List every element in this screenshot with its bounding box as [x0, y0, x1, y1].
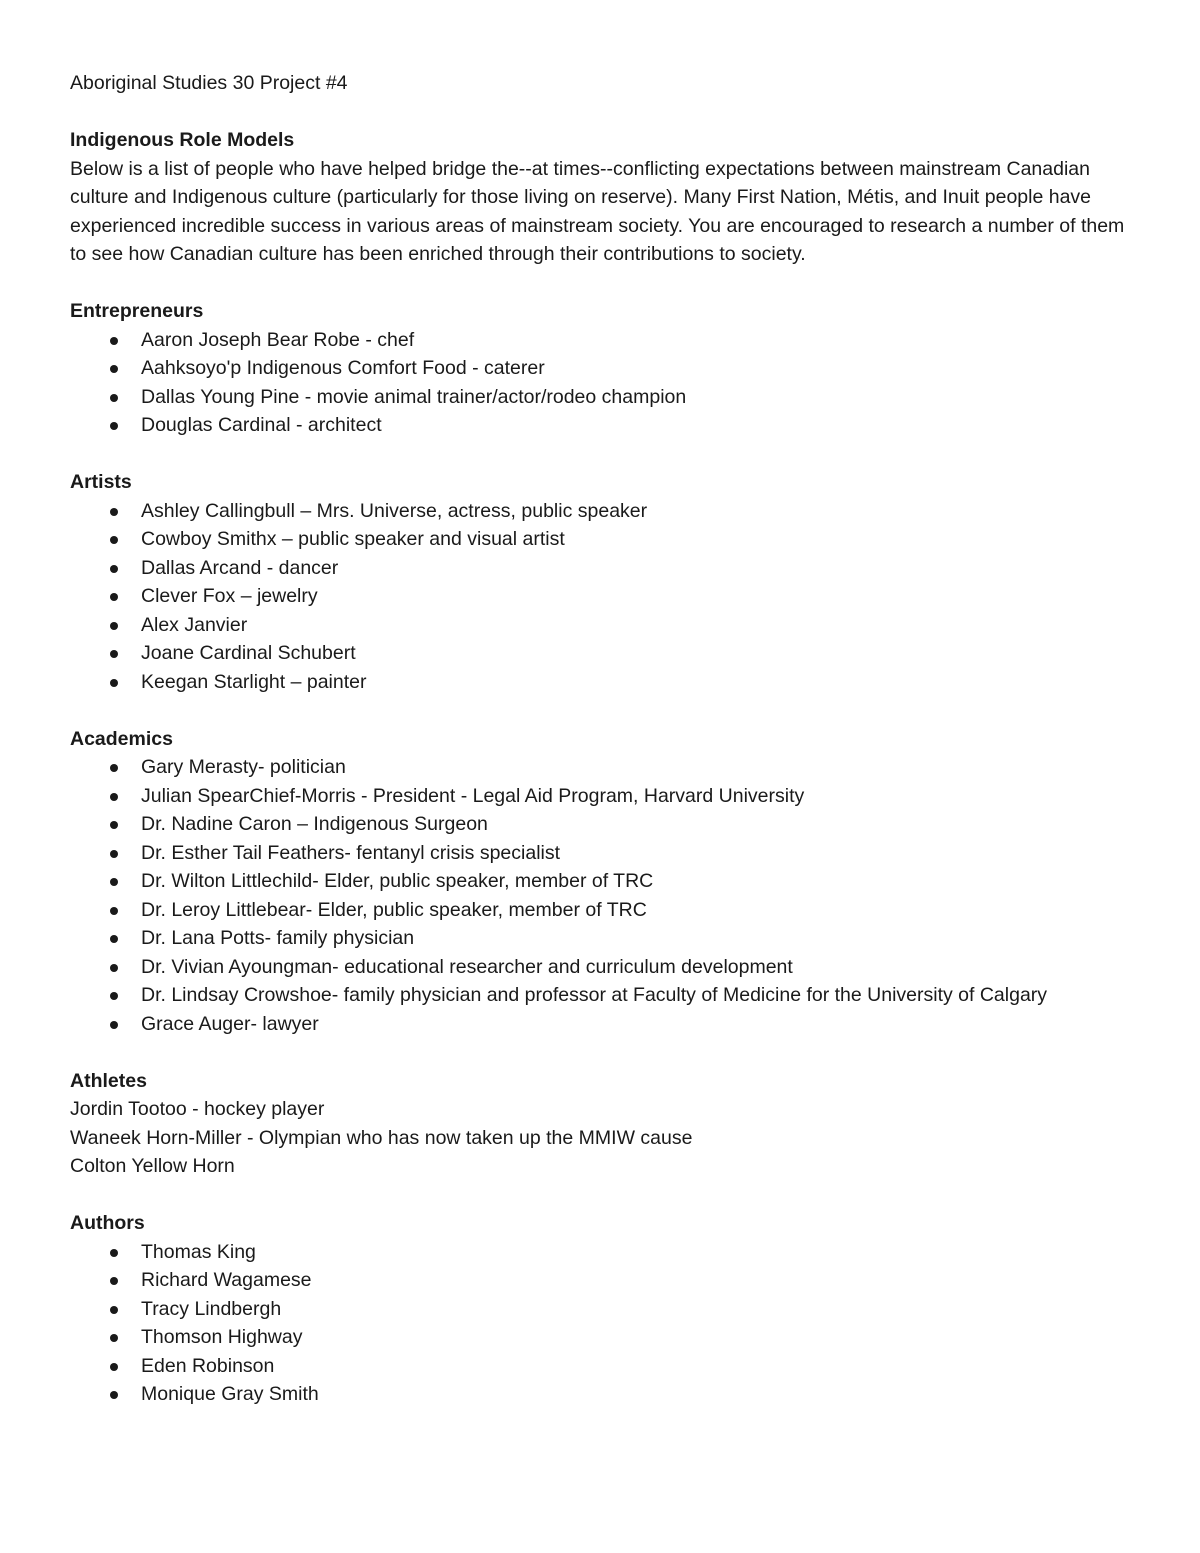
- list-item: Dr. Vivian Ayoungman- educational researcher and curriculum development: [70, 953, 1140, 982]
- athlete-line: Jordin Tootoo - hockey player: [70, 1098, 325, 1120]
- list-item: Aahksoyo'p Indigenous Comfort Food - caterer: [70, 354, 1140, 383]
- section-artists: [70, 468, 1140, 696]
- bullet-icon: [110, 878, 118, 886]
- bullet-list: [70, 326, 1140, 440]
- list-item: Grace Auger- lawyer: [70, 1010, 1140, 1039]
- section-athletes: [70, 1067, 1140, 1181]
- spacer: [70, 440, 1140, 469]
- list-item: Dr. Lindsay Crowshoe- family physician and professor at Faculty of Medicine for the University of Calgary: [70, 981, 1140, 1010]
- section-heading: Authors: [70, 1212, 145, 1234]
- list-item: Cowboy Smithx – public speaker and visual artist: [70, 525, 1140, 554]
- section-heading: Academics: [70, 727, 173, 750]
- list-item: Thomson Highway: [70, 1323, 1140, 1352]
- list-item: Thomas King: [70, 1238, 1140, 1267]
- bullet-icon: [110, 536, 118, 544]
- bullet-icon: [110, 394, 118, 402]
- list-item: Ashley Callingbull – Mrs. Universe, actress, public speaker: [70, 497, 1140, 526]
- bullet-icon: [110, 508, 118, 516]
- list-item: Dr. Nadine Caron – Indigenous Surgeon: [70, 810, 1140, 839]
- bullet-icon: [110, 793, 118, 801]
- bullet-icon: [110, 679, 118, 687]
- list-item: Clever Fox – jewelry: [70, 582, 1140, 611]
- list-item: Monique Gray Smith: [70, 1380, 1140, 1409]
- bullet-icon: [110, 907, 118, 915]
- section-authors: [70, 1209, 1140, 1409]
- bullet-icon: [110, 422, 118, 430]
- bullet-icon: [110, 764, 118, 772]
- bullet-icon: [110, 821, 118, 829]
- bullet-icon: [110, 964, 118, 972]
- bullet-icon: [110, 935, 118, 943]
- spacer: [70, 98, 1140, 127]
- athlete-line: Colton Yellow Horn: [70, 1155, 235, 1177]
- list-item: Dallas Arcand - dancer: [70, 554, 1140, 583]
- bullet-icon: [110, 337, 118, 345]
- main-heading: Indigenous Role Models: [70, 129, 295, 151]
- list-item: Keegan Starlight – painter: [70, 668, 1140, 697]
- bullet-icon: [110, 1249, 118, 1257]
- list-item: Dr. Leroy Littlebear- Elder, public speaker, member of TRC: [70, 896, 1140, 925]
- section-heading: Artists: [70, 471, 132, 493]
- section-heading: Entrepreneurs: [70, 300, 204, 322]
- bullet-list: [70, 1238, 1140, 1409]
- bullet-icon: [110, 1363, 118, 1371]
- bullet-icon: [110, 1334, 118, 1342]
- list-item: Alex Janvier: [70, 611, 1140, 640]
- document-title: Aboriginal Studies 30 Project #4: [70, 72, 348, 94]
- bullet-icon: [110, 650, 118, 658]
- list-item: Richard Wagamese: [70, 1266, 1140, 1295]
- spacer: [70, 1181, 1140, 1210]
- list-item: Julian SpearChief-Morris - President - Legal Aid Program, Harvard University: [70, 782, 1140, 811]
- section-entrepreneurs: [70, 297, 1140, 440]
- list-item: Tracy Lindbergh: [70, 1295, 1140, 1324]
- list-item: Aaron Joseph Bear Robe - chef: [70, 326, 1140, 355]
- section-academics: [70, 725, 1140, 1039]
- document-page: [70, 69, 1140, 1409]
- list-item: Dallas Young Pine - movie animal trainer/actor/rodeo champion: [70, 383, 1140, 412]
- bullet-icon: [110, 1391, 118, 1399]
- bullet-icon: [110, 1021, 118, 1029]
- section-heading: Athletes: [70, 1069, 147, 1092]
- list-item: Dr. Lana Potts- family physician: [70, 924, 1140, 953]
- intro-paragraph: Below is a list of people who have helped bridge the--at times--conflicting expectations between mainstream Canadian culture and Indigenous culture (particularly for those living on reserve). Many First Nation, Métis, and Inuit people have experienced incredible success in various areas of mainstream society. You are encouraged to research a number of them to see how Canadian culture has been enriched through their contributions to society.: [70, 157, 1125, 265]
- bullet-icon: [110, 1306, 118, 1314]
- bullet-icon: [110, 593, 118, 601]
- bullet-icon: [110, 365, 118, 373]
- bullet-icon: [110, 1277, 118, 1285]
- bullet-icon: [110, 850, 118, 858]
- spacer: [70, 696, 1140, 725]
- athlete-line: Waneek Horn-Miller - Olympian who has now taken up the MMIW cause: [70, 1126, 693, 1149]
- list-item: Joane Cardinal Schubert: [70, 639, 1140, 668]
- bullet-icon: [110, 622, 118, 630]
- list-item: Dr. Esther Tail Feathers- fentanyl crisis specialist: [70, 839, 1140, 868]
- spacer: [70, 1038, 1140, 1067]
- bullet-list: [70, 753, 1140, 1038]
- spacer: [70, 269, 1140, 298]
- bullet-icon: [110, 565, 118, 573]
- list-item: Eden Robinson: [70, 1352, 1140, 1381]
- list-item: Dr. Wilton Littlechild- Elder, public speaker, member of TRC: [70, 867, 1140, 896]
- bullet-list: [70, 497, 1140, 697]
- list-item: Douglas Cardinal - architect: [70, 411, 1140, 440]
- bullet-icon: [110, 992, 118, 1000]
- list-item: Gary Merasty- politician: [70, 753, 1140, 782]
